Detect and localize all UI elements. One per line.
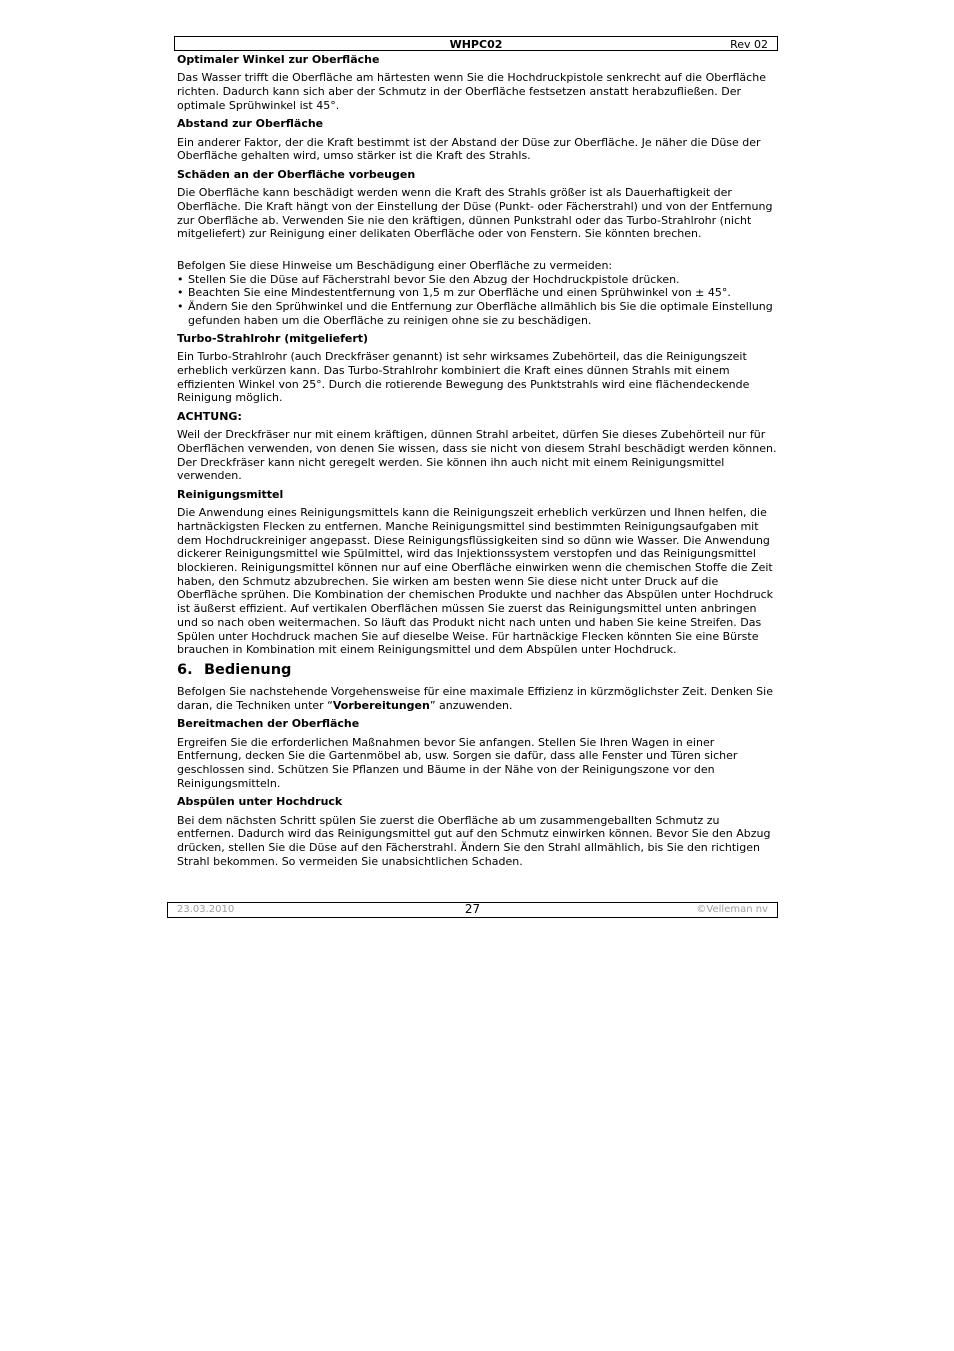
paragraph-abstand: Ein anderer Faktor, der die Kraft bestimmt ist der Abstand der Düse zur Oberfläche. Je näher die Düse der Oberfläche gehalten wird, umso stärker ist die Kraft des Strahls.: [177, 135, 761, 163]
link-text-vorbereitungen: Vorbereitungen: [332, 698, 430, 712]
heading-optimaler-winkel: Optimaler Winkel zur Oberfläche: [177, 53, 380, 66]
heading-achtung: ACHTUNG:: [177, 409, 242, 423]
paragraph-optimaler-winkel: Das Wasser trifft die Oberfläche am härtesten wenn Sie die Hochdruckpistole senkrecht auf die Oberfläche richten. Dadurch kann sich aber der Schmutz in der Oberfläche festsetzen anstatt herabzufließen. Der optimale Sprühwinkel ist 45°.: [177, 71, 766, 112]
list-item: • Beachten Sie eine Mindestentfernung von 1,5 m zur Oberfläche und einen Sprühwinkel von ± 45°.: [177, 286, 731, 300]
section-number: 6.: [177, 661, 193, 678]
bullet-icon: •: [177, 300, 184, 314]
footer-date: 23.03.2010: [177, 904, 235, 915]
heading-reinigungsmittel: Reinigungsmittel: [177, 487, 284, 501]
page-footer: [167, 902, 778, 918]
paragraph-reinigungsmittel: Die Anwendung eines Reinigungsmittels kann die Reinigungszeit erheblich verkürzen und Ihnen helfen, die hartnäckigsten Flecken zu entfernen. Manche Reinigungsmittel sind bestimmten Reinigungsaufgaben mit dem Hochdruckreiniger angepasst. Diese Reinigungsflüssigkeiten sind so dünn wie Wasser. Die Anwendung dickerer Reinigungsmittel wie Spülmittel, wird das Injektionssystem verstopfen und das Reinigungsmittel blockieren. Reinigungsmittel können nur auf eine Oberfläche einwirken wenn die chemischen Stoffe die Zeit haben, den Schmutz abzubrechen. Sie wirken am besten wenn Sie diese nicht unter Druck auf die Oberfläche sprühen. Die Kombination der chemischen Produkte und nachher das Abspülen unter Hochdruck ist äußerst effizient. Auf vertikalen Oberflächen müssen Sie zuerst das Reinigungsmittel unten anbringen und so nach oben weitermachen. So läuft das Produkt nicht nach unten und haben Sie keine Streifen. Das Spülen unter Hochdruck machen Sie auf dieselbe Weise. Für hartnäckige Flecken könnten Sie eine Bürste brauchen in Kombination mit einem Reinigungsmittel und dem Abspülen unter Hochdruck.: [177, 506, 773, 657]
paragraph-achtung: Weil der Dreckfräser nur mit einem kräftigen, dünnen Strahl arbeitet, dürfen Sie dieses Zubehörteil nur für Oberflächen verwenden, von denen Sie wissen, dass sie nicht von diesem Strahl beschädigt werden können. Der Dreckfräser kann nicht geregelt werden. Sie können ihn auch nicht mit einem Reinigungsmittel verwenden.: [177, 428, 777, 483]
heading-bereitmachen: Bereitmachen der Oberfläche: [177, 717, 360, 731]
list-item: • Stellen Sie die Düse auf Fächerstrahl bevor Sie den Abzug der Hochdruckpistole drücken.: [177, 272, 680, 286]
page-header: [174, 36, 778, 51]
section-title: Bedienung: [204, 661, 292, 678]
document-title: WHPC02: [449, 38, 503, 51]
page-content: [177, 53, 777, 873]
list-item: • Ändern Sie den Sprühwinkel und die Entfernung zur Oberfläche allmählich bis Sie die optimale Einstellung gefunden haben um die Oberfläche zu reinigen ohne sie zu beschädigen.: [177, 300, 773, 327]
bullet-list-hinweise: [177, 273, 777, 328]
paragraph-bedienung-intro: Befolgen Sie nachstehende Vorgehensweise für eine maximale Effizienz in kürzmöglichster Zeit. Denken Sie daran, die Techniken unter “Vorbereitungen” anzuwenden.: [177, 684, 773, 712]
paragraph-abspuelen: Bei dem nächsten Schritt spülen Sie zuerst die Oberfläche ab um zusammengeballten Schmutz zu entfernen. Dadurch wird das Reinigungsmittel gut auf den Schmutz einwirken können. Bevor Sie den Abzug drücken, stellen Sie die Düse auf den Fächerstrahl. Ändern Sie den Strahl allmählich, bis Sie den richtigen Strahl bekommen. So vermeiden Sie unabsichtlichen Schaden.: [177, 813, 771, 868]
section-heading-bedienung: [177, 662, 777, 679]
heading-abstand: Abstand zur Oberfläche: [177, 117, 324, 131]
paragraph-turbo-strahlrohr: Ein Turbo-Strahlrohr (auch Dreckfräser genannt) ist sehr wirksames Zubehörteil, das die Reinigungszeit erheblich verkürzen kann. Das Turbo-Strahlrohr kombiniert die Kraft eines dünnen Strahls mit einem effizienten Winkel von 25°. Durch die rotierende Bewegung des Punktstrahls wird eine flächendeckende Reinigung möglich.: [177, 350, 750, 405]
heading-abspuelen: Abspülen unter Hochdruck: [177, 795, 343, 809]
bullet-icon: •: [177, 286, 184, 300]
paragraph-hinweise-lead: Befolgen Sie diese Hinweise um Beschädigung einer Oberfläche zu vermeiden:: [177, 258, 613, 272]
page-number: 27: [464, 902, 481, 916]
revision-label: Rev 02: [730, 38, 768, 51]
bullet-icon: •: [177, 272, 184, 286]
paragraph-bereitmachen: Ergreifen Sie die erforderlichen Maßnahmen bevor Sie anfangen. Stellen Sie Ihren Wagen in einer Entfernung, decken Sie die Gartenmöbel ab, usw. Sorgen sie dafür, dass alle Fenster und Türen sicher geschlossen sind. Schützen Sie Pflanzen und Bäume in der Nähe von der Reinigungszone vor den Reinigungsmitteln.: [177, 735, 738, 790]
heading-schaeden: Schäden an der Oberfläche vorbeugen: [177, 167, 416, 181]
heading-turbo-strahlrohr: Turbo-Strahlrohr (mitgeliefert): [177, 331, 369, 345]
paragraph-schaeden: Die Oberfläche kann beschädigt werden wenn die Kraft des Strahls größer ist als Dauerhaftigkeit der Oberfläche. Die Kraft hängt von der Einstellung der Düse (Punkt- oder Fächerstrahl) und von der Entfernung zur Oberfläche ab. Verwenden Sie nie den kräftigen, dünnen Punkstrahl oder das Turbo-Strahlrohr (nicht mitgeliefert) zur Reinigung einer delikaten Oberfläche oder von Fenstern. Sie könnten brechen.: [177, 186, 773, 241]
footer-copyright: ©Velleman nv: [696, 904, 768, 915]
